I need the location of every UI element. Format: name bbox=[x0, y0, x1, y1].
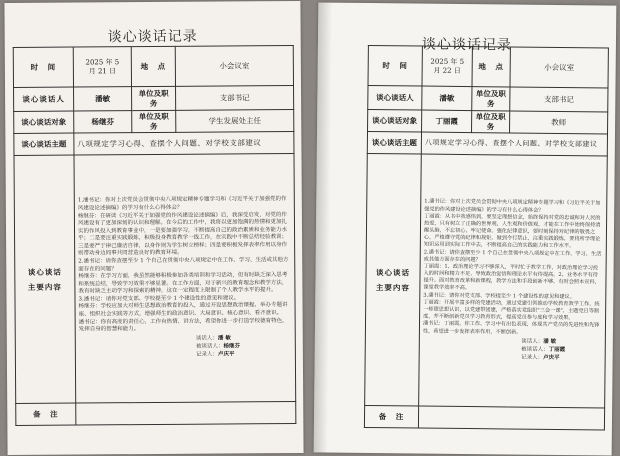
sig-recorder: 卢庆平 bbox=[218, 351, 235, 358]
record-sheet-left bbox=[4, 1, 303, 455]
content-text: 1.潘书记：你对上次党员会贯彻中央八项规定精神专题学习和《习近平关于加强党的作风建设论述摘编》的学习有什么心得体会？ 丁丽霞：从书中我感悟到，要坚定理想信念，始终保持对党的忠诚和对人民的热爱，只有树立了正确的世界观、人生观和价值观，才能在工作中始终保持清醒头脑，不忘初心，牢记使命。强化纪律意识，要时刻保持对纪律的敬畏之心，严格遵守党的纪律和规矩。做到令行禁止，注重实践锻炼，要将所学理论知识运用到实际工作中去，不断提高自己的实践能力和工作水平。 2.潘书记：请你查摆至少 1 个自己在贯彻中央八项规定中在工作、学习、生活或其他方面存在的问题？ 丁丽霞：1、政治理论学习不够深入，平时忙于教学工作，对政治理论学习投入的时间和精力不足，导致政治觉悟和理论水平有待提高。2、业务水平有待提升。面对教育改革和新课程，教学方法和手段创新不够，有时会照本宣科，课堂教学效率不高。 3.潘书记：请你对党支部、学校提至少 1 个建设性的意见和建议。 丁丽霞：开展丰富多样的党建活动，通过党建引领推动学校教育教学工作，统一师德思想认识，以党建带团建，严格落实党组织"三会一课"，主题党日等制度，并不断创新党员学习教育形式，提高党员参与度和学习效果。 潘书记：丁丽霞，你工作、学习中有出色表现，体现共产党员的先进性和先锋性，希望进一步发挥表率作用，不断创新。 bbox=[422, 198, 602, 336]
talker-label: 谈心谈话人 bbox=[368, 85, 422, 110]
talker-label: 谈心谈话人 bbox=[14, 87, 74, 111]
record-form bbox=[364, 45, 609, 431]
date-value: 2025 年 5 月 22 日 bbox=[422, 46, 472, 87]
object-label: 谈心谈话对象 bbox=[14, 111, 74, 133]
sig-recorder-label: 记录人： bbox=[521, 354, 544, 361]
place-value: 小会议室 bbox=[510, 47, 608, 88]
signature-block bbox=[196, 335, 292, 360]
signature-block bbox=[521, 338, 602, 363]
object-unit-label: 单位及职务 bbox=[472, 111, 510, 133]
sig-object-label: 被谈话人： bbox=[195, 343, 224, 350]
sheet-title: 谈心谈话记录 bbox=[421, 36, 513, 54]
page-fold-shadow bbox=[314, 2, 333, 452]
remarks-label: 备 注 bbox=[364, 405, 418, 428]
talker-name: 潘敏 bbox=[422, 86, 472, 111]
place-label: 地 点 bbox=[131, 46, 175, 86]
sig-talker-label: 谈话人： bbox=[521, 338, 544, 345]
object-position: 学生发展处主任 bbox=[176, 110, 294, 133]
record-form bbox=[13, 45, 297, 426]
remarks-value bbox=[418, 406, 604, 430]
sig-object: 杨继芬 bbox=[223, 343, 241, 350]
topic-value: 八项规定学习心得、查摆个人问题、对学校支部建议 bbox=[421, 132, 607, 156]
object-label: 谈心谈话对象 bbox=[368, 109, 422, 132]
record-sheet-right bbox=[314, 2, 617, 455]
object-unit-label: 单位及职务 bbox=[132, 110, 176, 132]
object-name: 杨继芬 bbox=[74, 111, 132, 133]
topic-value: 八项规定学习心得、查摆个人问题、对学校支部建议 bbox=[74, 132, 294, 156]
content-text: 1.潘书记：你对上次党员会贯彻中央八项规定精神专题学习和《习近平关于加强党的作风建设论述摘编》的学习有什么心得体会？ 杨继芬：在研读《习近平关于加强党的作风建设论述摘编》后，我深受启发，对党的作风建设有了更加深刻的认识和理解。在今后的工作中，我将以更加饱满的热情和更加扎实的作风投入到教育事业中，一是要加强学习，不断提高自己的政治素质和业务能力水平；二是要注重实践锻炼，积极投身教育教学一线工作，在实践中不断总结经验教训；三是要严于律己廉洁自律，以身作则为学生树立榜样；四是要积极发挥表率作用以身作则带动身边同事共同营造良好的教育环境。 2.潘书记：请你查摆至少 1 个自己在贯彻中央八项规定中在工作、学习、生活或其他方面存在的问题？ 杨继芬：在学习方面，我虽然能够积极参加各类培训和学习活动，但有时缺乏深入思考和系统总结，导致学习效果不够显著。在工作方面，对于新兴的教育理念和教学方法，我有时缺乏主动学习和探索的精神，这在一定程度上限制了个人教学水平的提升。 3.潘书记：请你对党支部、学校提至少 1 个建设性的意见和建议。 杨继芬：学校应加大对师生思想政治教育的投入，通过开设思想政治课程、举办专题讲座、组织社会实践等方式，增强师生的政治意识、大局意识、核心意识、看齐意识。 潘书记：你有高度的责任心，工作有热情、讲方法，希望你进一步打造学校德育特色，发挥自身的智慧和能力。 bbox=[77, 196, 289, 333]
place-label: 地 点 bbox=[472, 47, 510, 87]
remarks-label: 备 注 bbox=[16, 403, 76, 425]
sig-talker-label: 谈话人： bbox=[195, 335, 218, 342]
topic-label: 谈心谈话主题 bbox=[14, 133, 74, 155]
talker-unit-label: 单位及职务 bbox=[132, 86, 176, 110]
talker-name: 潘敏 bbox=[74, 87, 132, 111]
content-cell bbox=[74, 154, 296, 404]
content-cell bbox=[419, 154, 608, 408]
sig-object-label: 被谈话人： bbox=[521, 346, 549, 353]
content-label: 谈心谈话 主要内容 bbox=[365, 153, 422, 406]
time-label: 时 间 bbox=[13, 47, 73, 87]
date-value: 2025 年 5 月 21 日 bbox=[73, 47, 131, 87]
talker-position: 支部书记 bbox=[176, 86, 294, 111]
object-position: 教师 bbox=[510, 111, 608, 134]
object-name: 丁丽霞 bbox=[422, 110, 472, 133]
remarks-value bbox=[76, 402, 296, 426]
sig-talker: 潘 敏 bbox=[543, 338, 557, 345]
place-value: 小会议室 bbox=[175, 46, 293, 87]
sig-object: 丁丽霞 bbox=[548, 346, 566, 353]
sig-talker: 潘 敏 bbox=[217, 335, 231, 342]
talker-position: 支部书记 bbox=[510, 87, 608, 112]
sig-recorder-label: 记录人： bbox=[196, 351, 219, 358]
time-label: 时 间 bbox=[368, 45, 422, 86]
sheet-title: 谈心谈话记录 bbox=[107, 28, 198, 46]
content-label: 谈心谈话 主要内容 bbox=[14, 155, 76, 403]
talker-unit-label: 单位及职务 bbox=[472, 87, 510, 111]
sig-recorder: 卢庆平 bbox=[543, 354, 560, 361]
topic-label: 谈心谈话主题 bbox=[367, 131, 421, 154]
